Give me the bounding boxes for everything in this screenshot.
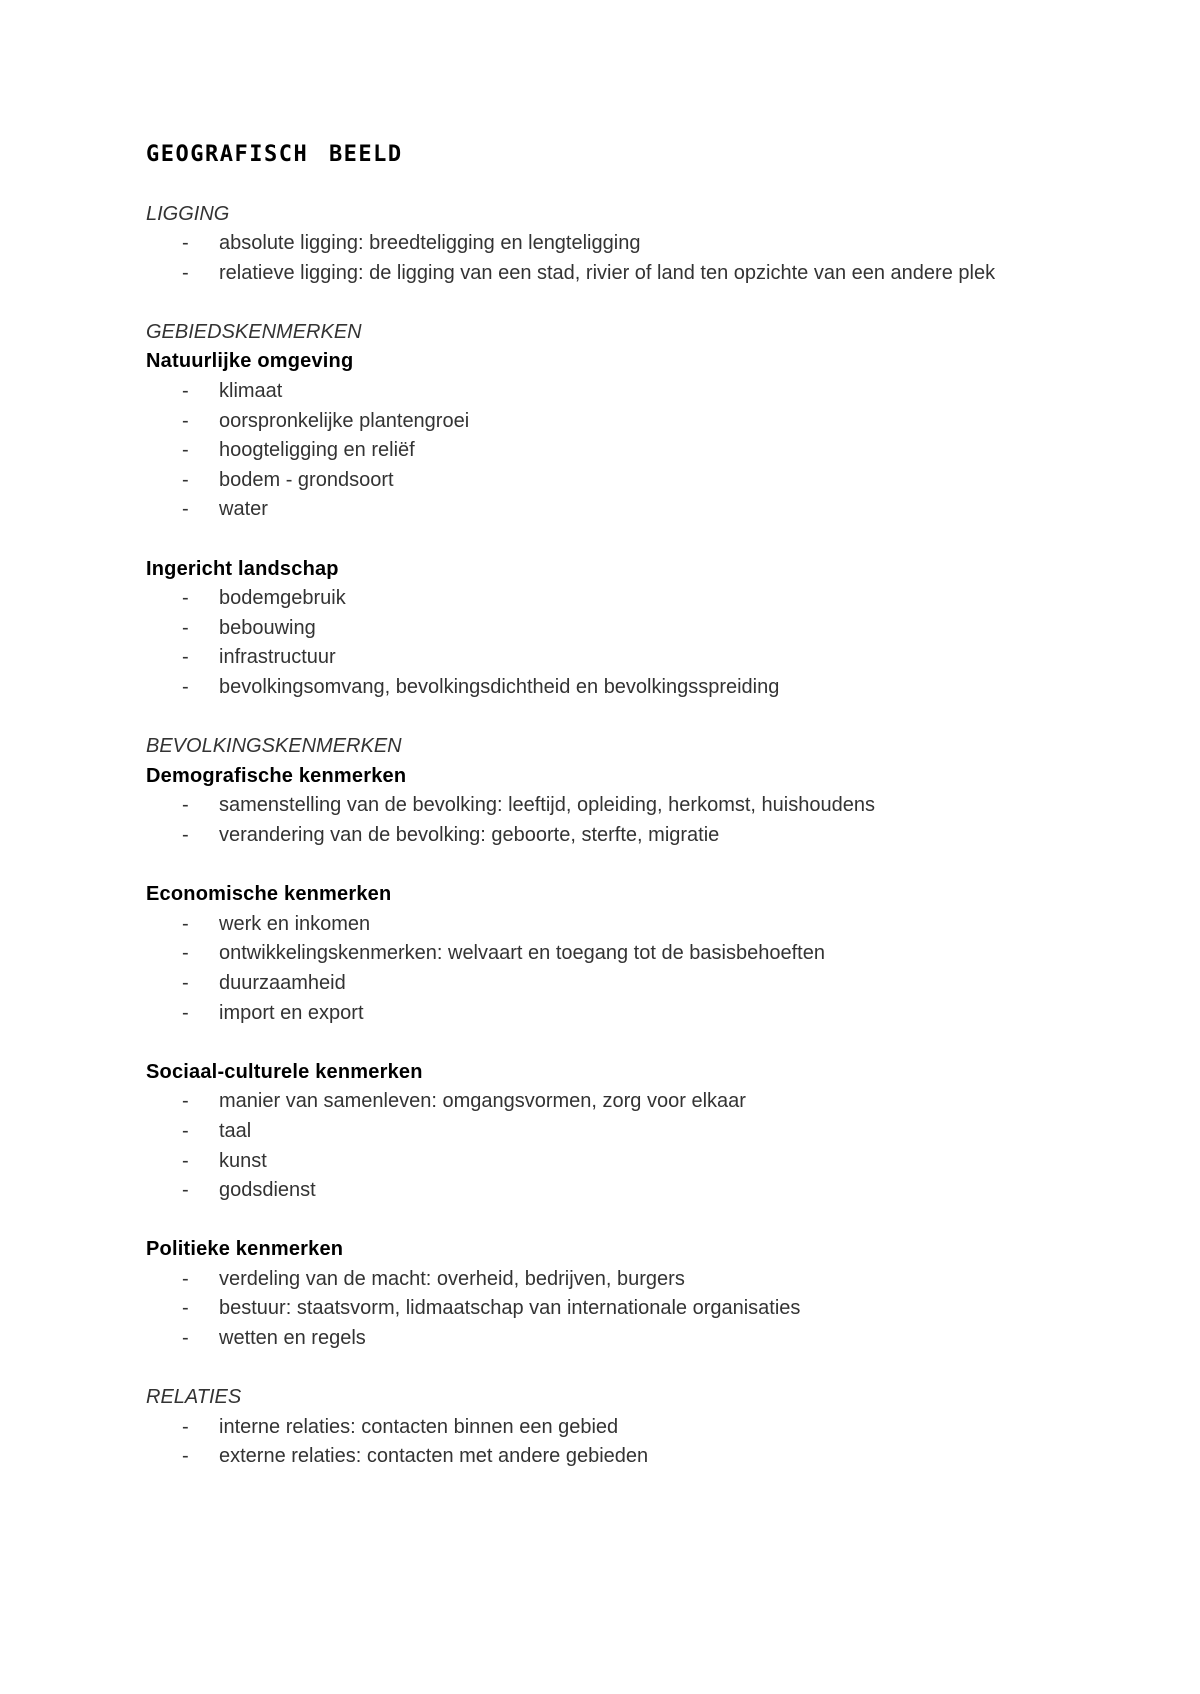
list-item-text: verdeling van de macht: overheid, bedrijven, burgers bbox=[219, 1267, 685, 1290]
list-item bbox=[146, 1176, 1066, 1206]
list-item-text: oorspronkelijke plantengroei bbox=[219, 409, 470, 432]
list-item bbox=[146, 1294, 1066, 1324]
list-item-text: kunst bbox=[219, 1149, 267, 1172]
bullet-dash-icon: - bbox=[182, 912, 189, 935]
list-item-text: godsdienst bbox=[219, 1179, 316, 1202]
list-item-text: wetten en regels bbox=[219, 1327, 366, 1350]
bullet-list bbox=[146, 377, 1066, 525]
bullet-list bbox=[146, 1413, 1066, 1472]
section-gap bbox=[146, 703, 1066, 733]
list-item bbox=[146, 407, 1066, 437]
bullet-dash-icon: - bbox=[182, 1001, 189, 1024]
list-item bbox=[146, 1117, 1066, 1147]
list-item bbox=[146, 614, 1066, 644]
bullet-list bbox=[146, 1265, 1066, 1354]
list-item bbox=[146, 495, 1066, 525]
bullet-dash-icon: - bbox=[182, 1179, 189, 1202]
list-item-text: hoogteligging en reliëf bbox=[219, 439, 415, 462]
list-item-text: import en export bbox=[219, 1001, 364, 1024]
sub-heading: Sociaal-culturele kenmerken bbox=[146, 1060, 423, 1083]
bullet-list bbox=[146, 910, 1066, 1028]
bullet-dash-icon: - bbox=[182, 1119, 189, 1142]
list-item bbox=[146, 584, 1066, 614]
bullet-dash-icon: - bbox=[182, 823, 189, 846]
list-item bbox=[146, 436, 1066, 466]
sub-heading: Ingericht landschap bbox=[146, 557, 339, 580]
bullet-dash-icon: - bbox=[182, 676, 189, 698]
list-item bbox=[146, 1324, 1066, 1354]
list-item-text: bevolkingsomvang, bevolkingsdichtheid en bevolkingsspreiding bbox=[219, 676, 780, 698]
group-gap bbox=[146, 1028, 1066, 1058]
list-item bbox=[146, 821, 1066, 851]
list-item bbox=[146, 1087, 1066, 1117]
bullet-dash-icon: - bbox=[182, 1327, 189, 1350]
list-item bbox=[146, 939, 1066, 969]
section-gap bbox=[146, 288, 1066, 318]
section-label: GEBIEDSKENMERKEN bbox=[146, 320, 362, 343]
bullet-dash-icon: - bbox=[182, 1445, 189, 1468]
group-gap bbox=[146, 1206, 1066, 1236]
bullet-dash-icon: - bbox=[182, 646, 189, 669]
list-item-text: werk en inkomen bbox=[219, 912, 371, 935]
list-item bbox=[146, 999, 1066, 1029]
list-item-text: bebouwing bbox=[219, 616, 316, 639]
bullet-list bbox=[146, 791, 1066, 850]
bullet-dash-icon: - bbox=[182, 942, 189, 965]
section-label: RELATIES bbox=[146, 1386, 242, 1409]
list-item-text: verandering van de bevolking: geboorte, sterfte, migratie bbox=[219, 823, 720, 846]
bullet-dash-icon: - bbox=[182, 439, 189, 462]
bullet-dash-icon: - bbox=[182, 1090, 189, 1113]
bullet-dash-icon: - bbox=[182, 971, 189, 994]
list-item-text: manier van samenleven: omgangsvormen, zorg voor elkaar bbox=[219, 1090, 746, 1113]
list-item-text: infrastructuur bbox=[219, 646, 336, 669]
section-label: BEVOLKINGSKENMERKEN bbox=[146, 735, 402, 758]
list-item bbox=[146, 791, 1066, 821]
list-item-text: relatieve ligging: de ligging van een stad, rivier of land ten opzichte van een andere plek bbox=[219, 261, 996, 284]
group-gap bbox=[146, 851, 1066, 881]
document-page bbox=[146, 140, 1066, 1472]
list-item-text: klimaat bbox=[219, 380, 283, 403]
list-item-text: bestuur: staatsvorm, lidmaatschap van internationale organisaties bbox=[219, 1297, 801, 1320]
list-item-text: taal bbox=[219, 1119, 252, 1142]
list-item-text: bodem - grondsoort bbox=[219, 468, 394, 491]
sub-heading: Demografische kenmerken bbox=[146, 764, 407, 787]
list-item bbox=[146, 910, 1066, 940]
document-title: GEOGRAFISCH BEELD bbox=[146, 142, 403, 167]
section-label: LIGGING bbox=[146, 202, 230, 225]
bullet-dash-icon: - bbox=[182, 1149, 189, 1172]
bullet-dash-icon: - bbox=[182, 1267, 189, 1290]
bullet-list bbox=[146, 229, 1066, 288]
list-item bbox=[146, 643, 1066, 673]
list-item bbox=[146, 673, 1066, 703]
bullet-dash-icon: - bbox=[182, 794, 189, 817]
section-gap bbox=[146, 1354, 1066, 1384]
bullet-dash-icon: - bbox=[182, 261, 189, 284]
bullet-dash-icon: - bbox=[182, 409, 189, 432]
bullet-list bbox=[146, 584, 1066, 702]
list-item bbox=[146, 229, 1066, 259]
list-item bbox=[146, 1147, 1066, 1177]
sub-heading: Natuurlijke omgeving bbox=[146, 350, 354, 373]
bullet-dash-icon: - bbox=[182, 587, 189, 610]
sub-heading: Economische kenmerken bbox=[146, 883, 392, 906]
list-item bbox=[146, 1413, 1066, 1443]
list-item-text: absolute ligging: breedteligging en lengteligging bbox=[219, 232, 641, 255]
list-item bbox=[146, 259, 1066, 289]
bullet-list bbox=[146, 1087, 1066, 1205]
bullet-dash-icon: - bbox=[182, 468, 189, 491]
list-item-text: duurzaamheid bbox=[219, 971, 346, 994]
bullet-dash-icon: - bbox=[182, 1297, 189, 1320]
list-item bbox=[146, 377, 1066, 407]
list-item-text: samenstelling van de bevolking: leeftijd, opleiding, herkomst, huishoudens bbox=[219, 794, 875, 817]
sub-heading: Politieke kenmerken bbox=[146, 1238, 344, 1261]
list-item-text: water bbox=[219, 498, 268, 521]
list-item bbox=[146, 969, 1066, 999]
list-item-text: ontwikkelingskenmerken: welvaart en toegang tot de basisbehoeften bbox=[219, 942, 825, 965]
bullet-dash-icon: - bbox=[182, 1415, 189, 1438]
list-item bbox=[146, 1265, 1066, 1295]
list-item-text: interne relaties: contacten binnen een gebied bbox=[219, 1415, 619, 1438]
list-item bbox=[146, 1442, 1066, 1472]
list-item-text: externe relaties: contacten met andere gebieden bbox=[219, 1445, 649, 1468]
bullet-dash-icon: - bbox=[182, 380, 189, 403]
title-spacer bbox=[146, 170, 1066, 200]
bullet-dash-icon: - bbox=[182, 232, 189, 255]
bullet-dash-icon: - bbox=[182, 616, 189, 639]
list-item-text: bodemgebruik bbox=[219, 587, 346, 610]
list-item bbox=[146, 466, 1066, 496]
group-gap bbox=[146, 525, 1066, 555]
document-content bbox=[146, 200, 1066, 1473]
bullet-dash-icon: - bbox=[182, 498, 189, 521]
